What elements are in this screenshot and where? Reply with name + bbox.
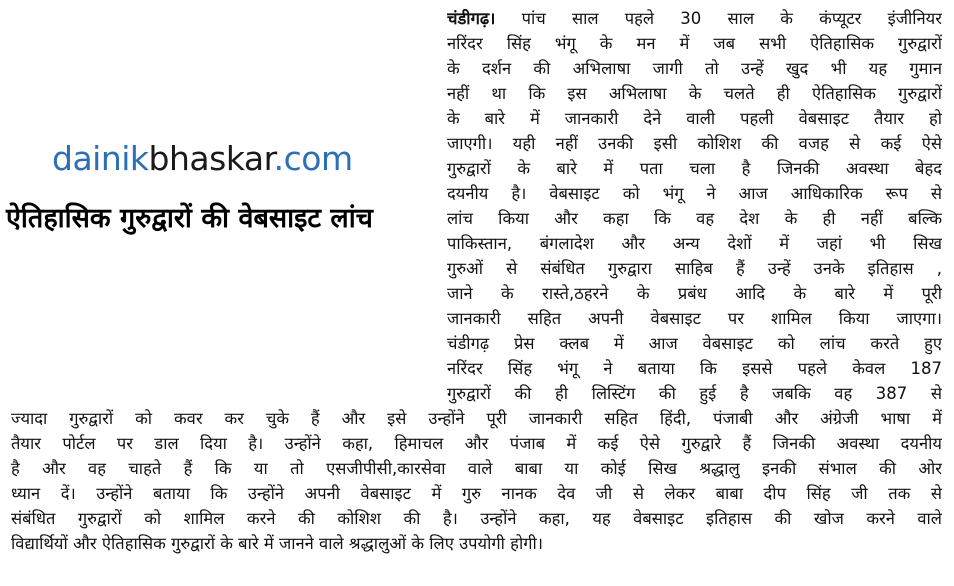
- article-line: तैयार पोर्टल पर डाल दिया है। उन्होंने कहा, हिमाचल और पंजाब में कई ऐसे गुरुद्वारे हैं जिनकी अवस्था दयनीय: [11, 434, 942, 453]
- article-line: जानकारी सहित अपनी वेबसाइट पर शामिल किया जाएगा।: [447, 309, 942, 328]
- article-line: ध्यान दें। उन्होंने बताया कि उन्होंने अपनी वेबसाइट में गुरु नानक देव जी से लेकर बाबा दीप सिंह जी तक से: [11, 484, 942, 503]
- article-line: ज्यादा गुरुद्वारों को कवर कर चुके हैं और इसे उन्होंने पूरी जानकारी सहित हिंदी, पंजाबी और अंग्रेजी भाषा में: [11, 409, 942, 428]
- article-line: पाकिस्तान, बंगलादेश और अन्य देशों में जहां भी सिख: [447, 234, 942, 253]
- article-line: है और वह चाहते हैं कि या तो एसजीपीसी,कारसेवा वाले बाबा या कोई सिख श्रद्धालु इनकी संभाल की ओर: [11, 459, 942, 478]
- article-line: जाने के रास्ते,ठहरने के प्रबंध आदि के बारे में पूरी: [447, 284, 942, 303]
- article-line: नरिंदर सिंह भंगू ने बताया कि इससे पहले केवल 187: [447, 359, 942, 378]
- article-line: दयनीय है। वेबसाइट को भंगू ने आज आधिकारिक रूप से: [447, 184, 942, 203]
- article-line: गुरुओं से संबंधित गुरुद्वारा साहिब हैं उन्हें उनके इतिहास ,: [447, 259, 942, 278]
- logo-dotcom: .com: [273, 139, 353, 178]
- article-line: के बारे में जानकारी देने वाली पहली वेबसाइट तैयार हो: [447, 109, 942, 128]
- article-line-text: पांच साल पहले 30 साल के कंप्यूटर इंजीनियर: [521, 9, 942, 28]
- dateline: चंडीगढ़।: [447, 9, 496, 28]
- article-line: नहीं था कि इस अभिलाषा के चलते ही ऐतिहासिक गुरुद्वारों: [447, 84, 942, 103]
- article-line: जाएगी। यही नहीं उनकी इसी कोशिश की वजह से कई ऐसे: [447, 134, 942, 153]
- article-line: संबंधित गुरुद्वारों को शामिल करने की कोशिश की है। उन्होंने कहा, यह वेबसाइट इतिहास की खोज करने वाले: [11, 509, 942, 528]
- article-line: विद्यार्थियों और ऐतिहासिक गुरुद्वारों के बारे में जानने वाले श्रद्धालुओं के लिए उपयोगी होगी।: [11, 534, 544, 553]
- logo-bhaskar: bhaskar: [148, 139, 274, 178]
- article-line: गुरुद्वारों की ही लिस्टिंग की हुई है जबकि वह 387 से: [447, 384, 942, 403]
- logo-dainik: dainik: [52, 139, 149, 178]
- article-line: चंडीगढ़ प्रेस क्लब में आज वेबसाइट को लांच करते हुए: [447, 334, 942, 353]
- article-headline: ऐतिहासिक गुरुद्वारों की वेबसाइट लांच: [6, 203, 373, 234]
- article-line: लांच किया और कहा कि वह देश के ही नहीं बल्कि: [447, 209, 942, 228]
- article-line: [447, 7, 942, 31]
- article-line: नरिंदर सिंह भंगू के मन में जब सभी ऐतिहासिक गुरुद्वारों: [447, 34, 942, 53]
- article-line: के दर्शन की अभिलाषा जागी तो उन्हें खुद भी यह गुमान: [447, 59, 942, 78]
- article-line: गुरुद्वारों के बारे में पता चला है जिनकी अवस्था बेहद: [447, 159, 942, 178]
- dainikbhaskar-logo: [52, 139, 353, 179]
